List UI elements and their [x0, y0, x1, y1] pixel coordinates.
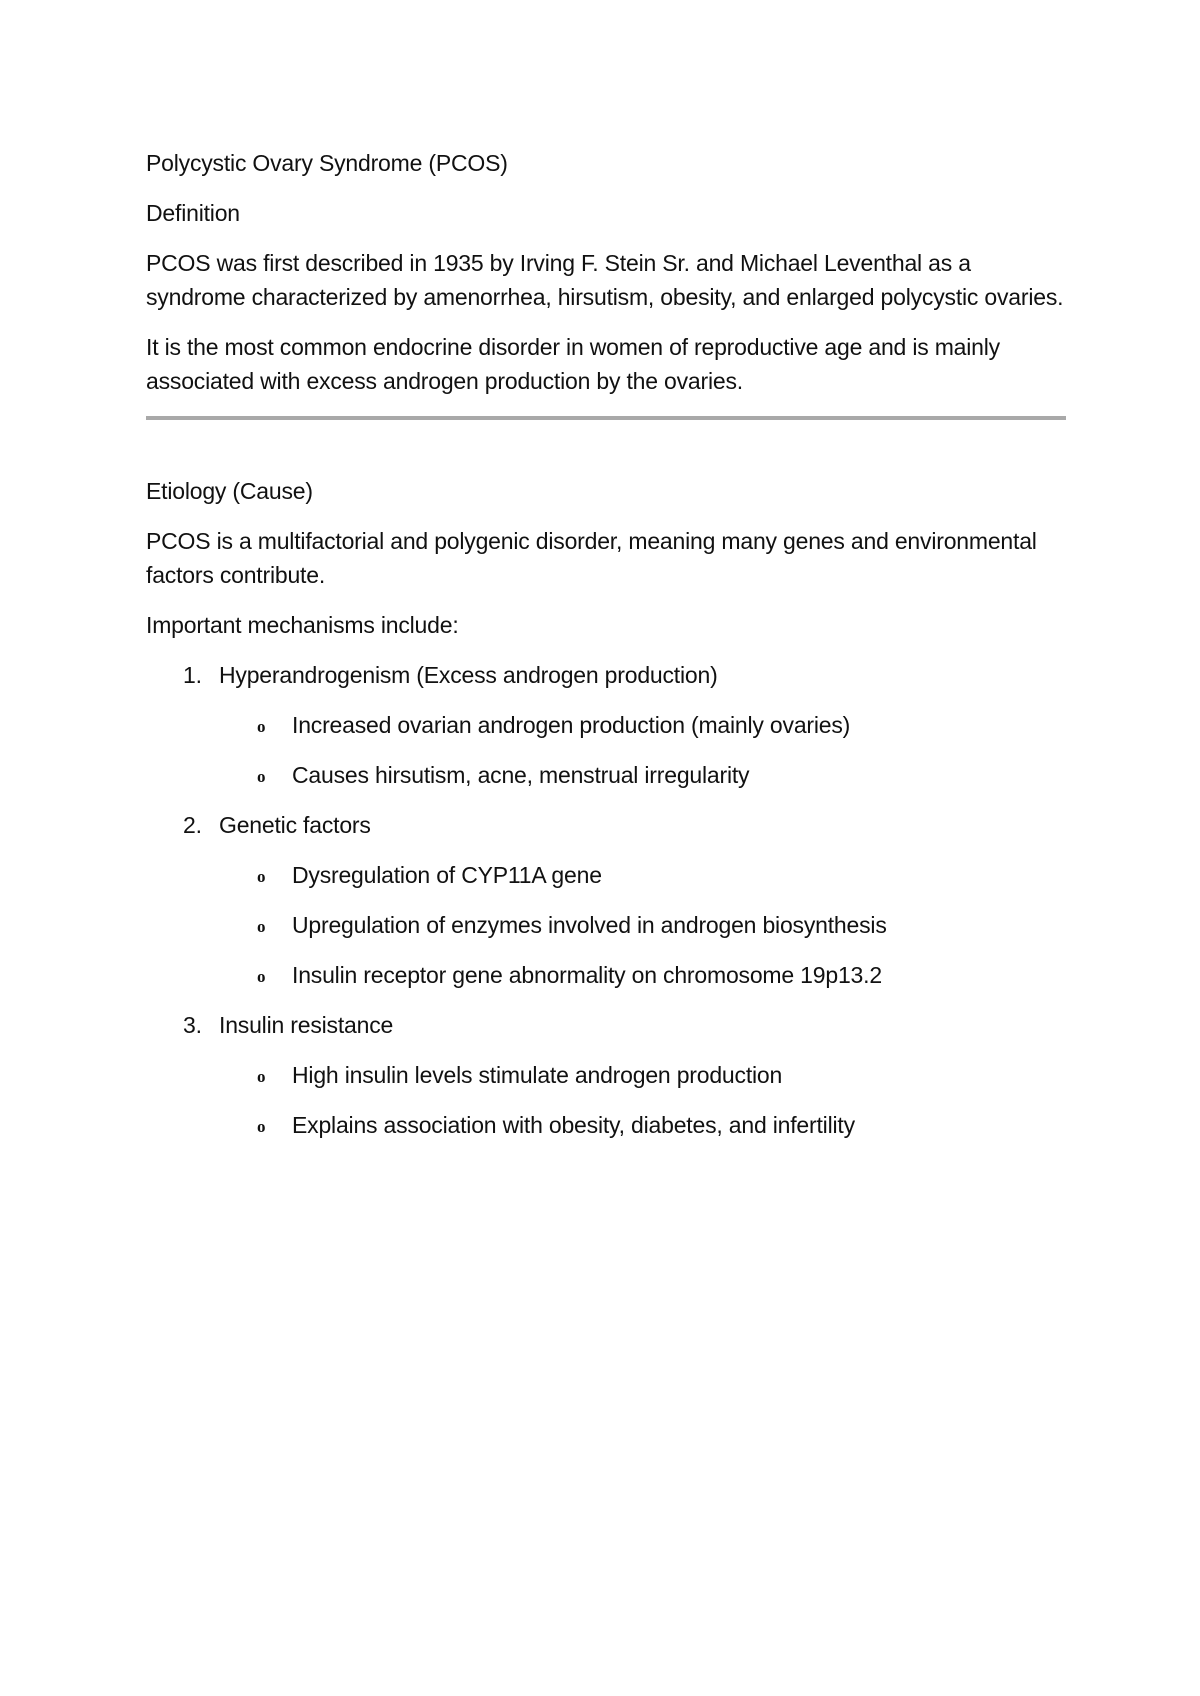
mechanisms-intro: Important mechanisms include: [146, 612, 459, 638]
list-item [219, 858, 1066, 892]
bullet-icon: o [257, 717, 266, 736]
bullet-icon: o [257, 967, 266, 986]
point-text: Dysregulation of CYP11A gene [292, 862, 602, 888]
point-text: Increased ovarian androgen production (mainly ovaries) [292, 712, 851, 738]
bullet-icon: o [257, 1067, 266, 1086]
mechanism-label: Genetic factors [219, 812, 371, 838]
etiology-paragraph: PCOS is a multifactorial and polygenic disorder, meaning many genes and environmental factors contribute. [146, 528, 1037, 588]
definition-heading: Definition [146, 200, 240, 226]
mechanism-label: Hyperandrogenism (Excess androgen production) [219, 662, 718, 688]
definition-paragraph-2: It is the most common endocrine disorder in women of reproductive age and is mainly associated with excess androgen production by the ovaries. [146, 334, 1000, 394]
point-text: High insulin levels stimulate androgen production [292, 1062, 783, 1088]
point-text: Insulin receptor gene abnormality on chromosome 19p13.2 [292, 962, 882, 988]
point-text: Upregulation of enzymes involved in androgen biosynthesis [292, 912, 887, 938]
etiology-heading: Etiology (Cause) [146, 478, 313, 504]
horizontal-divider [146, 416, 1066, 420]
point-text: Causes hirsutism, acne, menstrual irregularity [292, 762, 750, 788]
definition-paragraph-1: PCOS was first described in 1935 by Irving F. Stein Sr. and Michael Leventhal as a syndrome characterized by amenorrhea, hirsutism, obesity, and enlarged polycystic ovaries. [146, 250, 1064, 310]
list-item [219, 1108, 1066, 1142]
bullet-icon: o [257, 867, 266, 886]
list-item [219, 1058, 1066, 1092]
list-number: 1. [183, 662, 202, 688]
list-number: 3. [183, 1012, 202, 1038]
list-item [219, 758, 1066, 792]
mechanism-points [219, 858, 1066, 992]
list-item [219, 708, 1066, 742]
mechanism-item [146, 1008, 1066, 1142]
document-body [146, 146, 1066, 1158]
mechanism-points [219, 1058, 1066, 1142]
point-text: Explains association with obesity, diabetes, and infertility [292, 1112, 855, 1138]
mechanism-label: Insulin resistance [219, 1012, 394, 1038]
list-item [219, 908, 1066, 942]
mechanism-item [146, 808, 1066, 992]
bullet-icon: o [257, 767, 266, 786]
list-item [219, 958, 1066, 992]
document-title: Polycystic Ovary Syndrome (PCOS) [146, 150, 508, 176]
list-number: 2. [183, 812, 202, 838]
mechanism-item [146, 658, 1066, 792]
mechanisms-list [146, 658, 1066, 1142]
bullet-icon: o [257, 1117, 266, 1136]
mechanism-points [219, 708, 1066, 792]
bullet-icon: o [257, 917, 266, 936]
